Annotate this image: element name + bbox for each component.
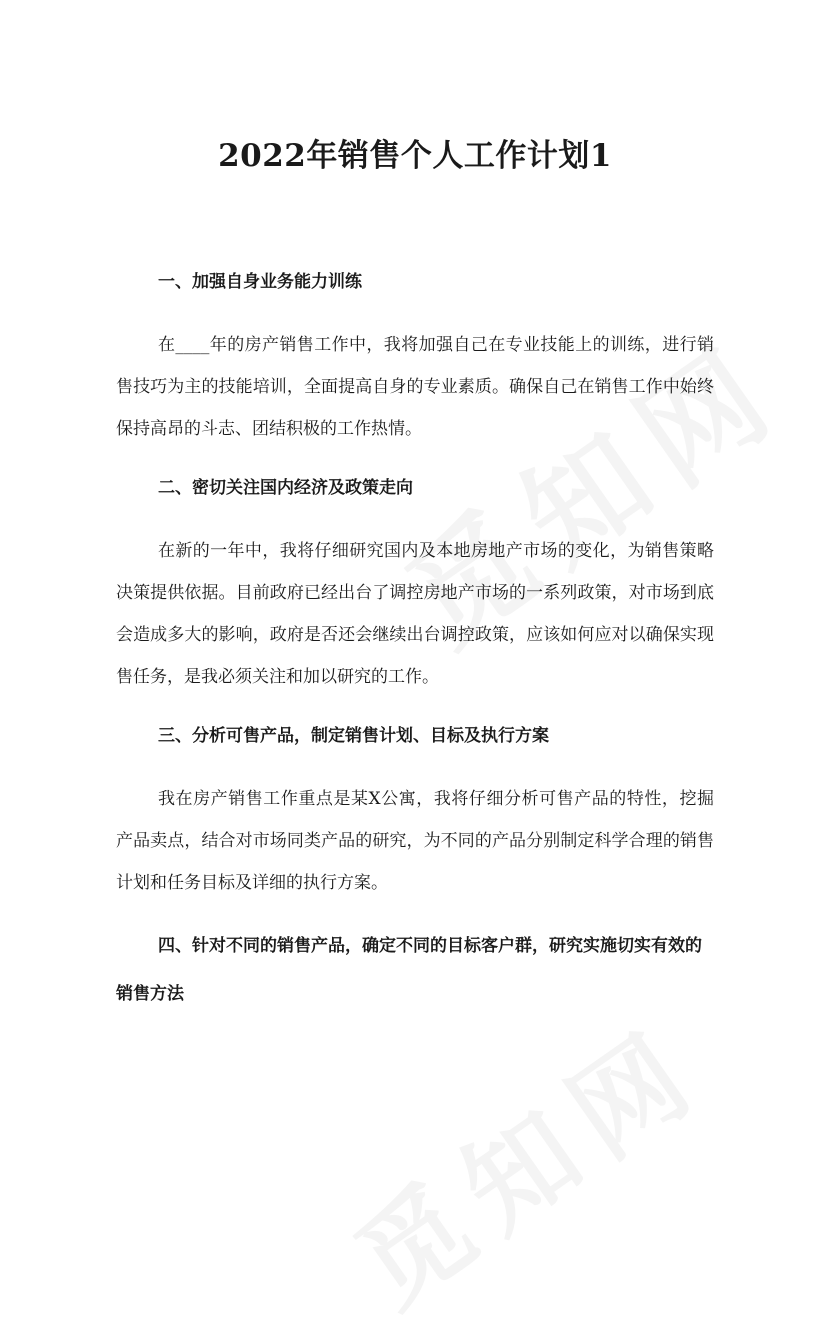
section-paragraph-1: 在____年的房产销售工作中，我将加强自己在专业技能上的训练，进行销售技巧为主的技能培训，全面提高自身的专业素质。确保自己在销售工作中始终保持高昂的斗志、团结积极的工作热情。 — [116, 335, 714, 439]
section-heading-2: 二、密切关注国内经济及政策走向 — [158, 478, 413, 498]
document-body — [116, 262, 714, 1018]
section-heading-3: 三、分析可售产品，制定销售计划、目标及执行方案 — [158, 726, 549, 746]
section-paragraph-3: 我在房产销售工作重点是某X公寓，我将仔细分析可售产品的特性，挖掘产品卖点，结合对市场同类产品的研究，为不同的产品分别制定科学合理的销售计划和任务目标及详细的执行方案。 — [116, 789, 714, 893]
watermark — [320, 982, 730, 1335]
document-title: 2022年销售个人工作计划1 — [218, 138, 612, 174]
section-heading-1: 一、加强自身业务能力训练 — [158, 272, 362, 292]
section-heading-4: 四、针对不同的销售产品，确定不同的目标客户群，研究实施切实有效的销售方法 — [116, 936, 702, 1004]
section-paragraph-2: 在新的一年中，我将仔细研究国内及本地房地产市场的变化，为销售策略决策提供依据。目前政府已经出台了调控房地产市场的一系列政策，对市场到底会造成多大的影响，政府是否还会继续出台调控政策，应该如何应对以确保实现售任务，是我必须关注和加以研究的工作。 — [116, 541, 714, 687]
